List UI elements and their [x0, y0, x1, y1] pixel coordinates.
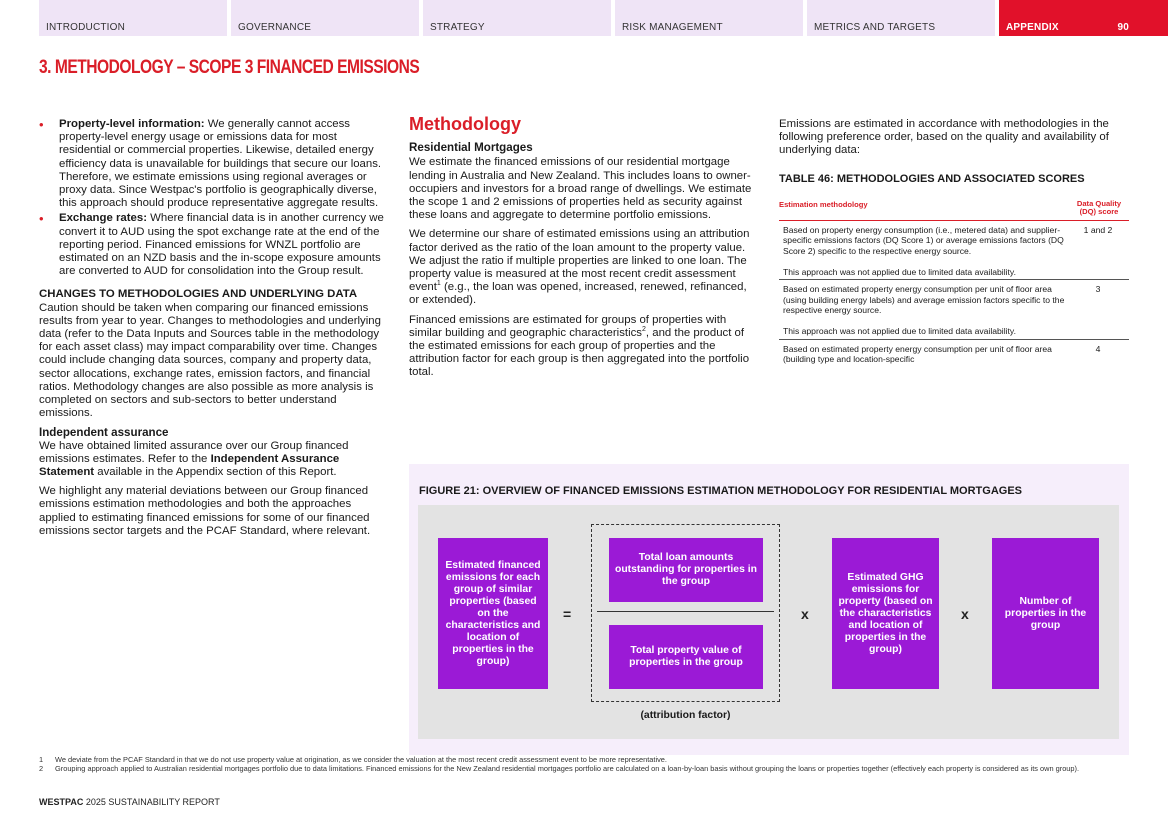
- footer: [39, 797, 220, 807]
- tab-governance[interactable]: [231, 0, 419, 36]
- para2-a: We determine our share of estimated emissions using an attribution factor derived as the ratio of the loan amount to the property value. We adjust the ratio if multiple properties are linked to one loan. The property value is measured at the most recent credit assessment event: [409, 228, 750, 294]
- tab-appendix[interactable]: [999, 0, 1168, 36]
- fraction-line: [597, 611, 774, 612]
- tab-risk-management[interactable]: [615, 0, 803, 36]
- para3-b: , and the product of the estimated emissions for each group of properties and the attribution factor for each group is then aggregated into the portfolio total.: [409, 326, 750, 379]
- box-estimated-financed-emissions: Estimated financed emissions for each group of similar properties (based on the characteristics and location of properties in the group): [438, 538, 548, 689]
- footnote-number: 1: [39, 755, 44, 764]
- para2-b: (e.g., the loan was opened, increased, renewed, refinanced, or extended).: [409, 281, 747, 307]
- row-score: 4: [1095, 343, 1101, 354]
- bullet-property-level: [39, 118, 391, 210]
- header-method: Estimation methodology: [779, 199, 868, 209]
- table-row: [779, 221, 1129, 280]
- attribution-label: (attribution factor): [640, 710, 731, 721]
- formula-panel: [418, 505, 1119, 739]
- row-desc: Based on estimated property energy consumption per unit of floor area (using building energy labels) and average emission factors specific to the respective energy source.: [783, 284, 1065, 316]
- subheading: Residential Mortgages: [409, 141, 533, 155]
- paragraph-1: We estimate the financed emissions of our residential mortgage lending in Australia and New Zealand. This includes loans to owner-occupiers and investors for a broad range of dwellings. We estimate the scope 1 and 2 emissions of properties held as security against these loans and aggregate to determine portfolio emissions.: [409, 156, 752, 222]
- row-score: 1 and 2: [1083, 224, 1113, 235]
- tab-label: INTRODUCTION: [46, 22, 126, 33]
- footnote-ref-2[interactable]: 2: [642, 326, 646, 334]
- para3-a: Financed emissions are estimated for groups of properties with similar building and geographic characteristics: [409, 313, 727, 339]
- row-desc: Based on property energy consumption (i.e., metered data) and supplier-specific emissions factors (DQ Score 1) or average emissions factors (DQ Score 2) specific to the respective energy source.: [783, 224, 1064, 256]
- paragraph-3: [409, 314, 759, 380]
- box-property-value: Total property value of properties in the group: [609, 625, 763, 689]
- tab-label: APPENDIX: [1006, 22, 1059, 33]
- methodology-table: [779, 200, 1129, 367]
- row-note: This approach was not applied due to limited data availability.: [783, 266, 1016, 277]
- bullet-text: Where financial data is in another currency we convert it to AUD using the spot exchange rate at the end of the reporting period. Financed emissions for WNZL portfolio are estimated on an NZD basis and the in-scope exposure amounts are converted to AUD for consolidation into the Group result.: [59, 212, 384, 278]
- tab-label: STRATEGY: [430, 22, 485, 33]
- bullet-label: Property-level information:: [59, 118, 205, 130]
- page-number: 90: [1117, 22, 1129, 33]
- assurance-link[interactable]: Independent Assurance Statement: [39, 452, 340, 479]
- assurance-text: [39, 440, 391, 480]
- column-right: [779, 118, 1129, 367]
- header-dq: Data Quality (DQ) score: [1076, 198, 1122, 217]
- box-loan-amounts: Total loan amounts outstanding for properties in the group: [609, 538, 763, 602]
- assurance-text-b: available in the Appendix section of this Report.: [94, 466, 337, 479]
- table-row: [779, 280, 1129, 339]
- tab-metrics-and-targets[interactable]: [807, 0, 995, 36]
- box-number-of-properties: Number of properties in the group: [992, 538, 1099, 689]
- row-note: This approach was not applied due to limited data availability.: [783, 325, 1016, 336]
- bullet-exchange-rates: [39, 212, 391, 278]
- footer-report: 2025 SUSTAINABILITY REPORT: [83, 797, 220, 807]
- paragraph-2: [409, 228, 759, 307]
- intro-text: Emissions are estimated in accordance with methodologies in the following preference order, based on the quality and availability of underlying data:: [779, 118, 1109, 157]
- figure-title: FIGURE 21: OVERVIEW OF FINANCED EMISSIONS ESTIMATION METHODOLOGY FOR RESIDENTIAL MORTGAGES: [419, 485, 1023, 497]
- tab-label: RISK MANAGEMENT: [622, 22, 723, 33]
- assurance-text-a: We have obtained limited assurance over our Group financed emissions estimates. Refer to the: [39, 439, 349, 465]
- footnote-text: We deviate from the PCAF Standard in that we do not use property value at origination, as we consider the valuation at the most recent credit assessment event to be more representative.: [55, 755, 667, 764]
- tab-label: GOVERNANCE: [238, 22, 312, 33]
- table-title: TABLE 46: METHODOLOGIES AND ASSOCIATED SCORES: [779, 172, 1085, 185]
- section-heading: Methodology: [409, 114, 521, 134]
- tab-introduction[interactable]: [39, 0, 227, 36]
- footnote: [39, 765, 1139, 774]
- changes-text: Caution should be taken when comparing our financed emissions results from year to year. Changes to methodologies and underlying data (refer to the Data Inputs and Sources table in the methodology for each asset class) may impact comparability over time. Changes could include changing data sources, company and property data, sector allocations, exchange rates, emission factors, and financial ratios. Methodology changes are also possible as more analysis is completed on sectors and sub-sectors to better understand emissions.: [39, 301, 381, 420]
- deviation-text: We highlight any material deviations between our Group financed emissions estimation methodologies and both the approaches applied to estimating financed emissions for some of our financed emissions sector targets and the PCAF Standard, where relevant.: [39, 485, 371, 537]
- column-left: [39, 118, 391, 544]
- equals-sign: =: [563, 606, 572, 622]
- top-nav: [39, 0, 1168, 36]
- bullet-label: Exchange rates:: [59, 212, 147, 225]
- assurance-heading: Independent assurance: [39, 426, 169, 440]
- footnote-text: Grouping approach applied to Australian residential mortgages portfolio due to data limitations. Financed emissions for the New Zealand residential mortgages portfolio are calculated on a loan-by-loan basis without grouping the loans or properties together (effectively each property is considered as its own group).: [55, 763, 1080, 773]
- column-middle: [409, 114, 759, 386]
- row-desc: Based on estimated property energy consumption per unit of floor area (building type and location-specific: [783, 343, 1052, 365]
- footnotes: [39, 756, 1139, 773]
- multiply-sign-2: x: [961, 606, 969, 622]
- box-ghg-emissions: Estimated GHG emissions for property (based on the characteristics and location of properties in the group): [832, 538, 939, 689]
- multiply-sign-1: x: [801, 606, 809, 622]
- footnote-ref-1[interactable]: 1: [436, 280, 441, 288]
- table-row: [779, 340, 1129, 367]
- table-header: [779, 200, 1129, 221]
- footer-brand: WESTPAC: [39, 797, 84, 807]
- tab-strategy[interactable]: [423, 0, 611, 36]
- figure-21: [409, 464, 1129, 755]
- row-score: 3: [1095, 284, 1101, 295]
- changes-heading: CHANGES TO METHODOLOGIES AND UNDERLYING DATA: [39, 288, 358, 301]
- bullet-text: We generally cannot access property-level energy usage or emissions data for most residential or commercial properties. Likewise, detailed energy efficiency data is unavailable for buildings that secure our loans. Therefore, we estimate emissions using regional averages or proxy data. Since Westpac's portfolio is geographically diverse, this approach should produce representative aggregate results.: [59, 118, 382, 210]
- footnote-number: 2: [39, 763, 44, 773]
- tab-label: METRICS AND TARGETS: [814, 22, 936, 33]
- page-title: 3. METHODOLOGY – SCOPE 3 FINANCED EMISSIONS: [39, 57, 420, 78]
